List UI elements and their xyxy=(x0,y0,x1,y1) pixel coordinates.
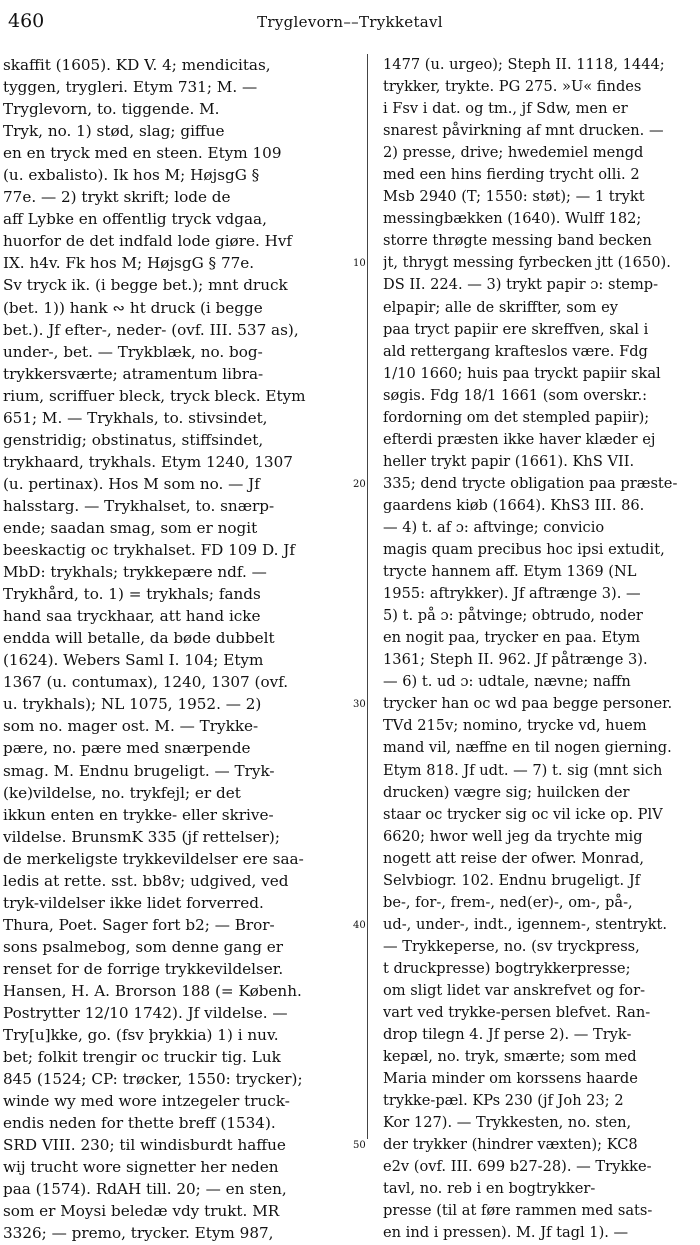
text-line: Kor 127). — Trykkesten, no. sten, xyxy=(383,1114,632,1132)
line-number: 40 xyxy=(353,919,366,931)
text-line: en nogit paa, trycker en paa. Etym xyxy=(383,629,641,647)
text-line: paa (1574). RdAH till. 20; — en sten, xyxy=(3,1180,287,1199)
text-line: e2v (ovf. III. 699 b27-28). — Trykke- xyxy=(383,1158,652,1176)
text-line: mand vil, næffne en til nogen gierning. xyxy=(383,739,672,757)
text-line: winde wy med wore intzegeler truck- xyxy=(3,1092,290,1111)
text-line: — 6) t. ud ɔ: udtale, nævne; naffn xyxy=(383,673,631,691)
text-line: trycker han oc wd paa begge personer. xyxy=(383,695,673,713)
running-title: Tryglevorn––Trykketavl xyxy=(257,13,443,31)
text-line: (u. exbalisto). Ik hos M; HøjsgG § xyxy=(3,166,260,185)
text-line: rium, scriffuer bleck, tryck bleck. Etym xyxy=(3,386,306,405)
text-line: Try[u]kke, go. (fsv þrykkia) 1) i nuv. xyxy=(3,1026,279,1045)
text-line: (ke)vildelse, no. trykfejl; er det xyxy=(3,783,241,802)
text-line: genstridig; obstinatus, stiffsindet, xyxy=(3,430,264,449)
text-line: tyggen, trygleri. Etym 731; M. — xyxy=(3,78,258,97)
text-line: presse (til at føre rammen med sats- xyxy=(383,1202,653,1220)
text-line: Trykhård, to. 1) = trykhals; fands xyxy=(3,585,261,604)
text-line: trykke-pæl. KPs 230 (jf Joh 23; 2 xyxy=(383,1092,624,1110)
text-line: beeskactig oc trykhalset. FD 109 D. Jf xyxy=(3,541,295,560)
text-line: vart ved trykke-persen blefvet. Ran- xyxy=(383,1004,651,1022)
line-number: 50 xyxy=(353,1140,366,1152)
text-line: t druckpresse) bogtrykkerpresse; xyxy=(383,959,631,977)
text-line: TVd 215v; nomino, trycke vd, huem xyxy=(383,717,647,735)
text-line: ledis at rette. sst. bb8v; udgived, ved xyxy=(3,871,289,890)
text-line: (u. pertinax). Hos M som no. — Jf xyxy=(3,474,260,493)
text-line: halsstarg. — Trykhalset, to. snærp- xyxy=(3,496,275,515)
text-line: Thura, Poet. Sager fort b2; — Bror- xyxy=(3,915,275,934)
text-line: som no. mager ost. M. — Trykke- xyxy=(3,717,259,736)
text-line: 1361; Steph II. 962. Jf påtrænge 3). xyxy=(383,651,648,669)
text-line: ende; saadan smag, som er nogit xyxy=(3,518,258,537)
text-line: staar oc trycker sig oc vil icke op. PlV xyxy=(383,805,663,823)
text-line: 1955: aftrykker). Jf aftrænge 3). — xyxy=(383,585,641,603)
text-line: DS II. 224. — 3) trykt papir ɔ: stemp- xyxy=(383,276,659,294)
text-line: trykkersværte; atramentum libra- xyxy=(3,364,264,383)
text-line: 3326; — premo, trycker. Etym 987, xyxy=(3,1224,274,1243)
text-line: u. trykhals); NL 1075, 1952. — 2) xyxy=(3,695,262,714)
text-line: ikkun enten en trykke- eller skrive- xyxy=(3,805,274,824)
text-line: paa tryct papiir ere skreffven, skal i xyxy=(383,320,649,338)
text-line: Postrytter 12/10 1742). Jf vildelse. — xyxy=(3,1004,288,1023)
text-line: tavl, no. reb i en bogtrykker- xyxy=(383,1180,596,1198)
text-line: — 4) t. af ɔ: aftvinge; convicio xyxy=(383,518,605,536)
text-line: 1367 (u. contumax), 1240, 1307 (ovf. xyxy=(3,673,289,692)
text-line: Sv tryck ik. (i begge bet.); mnt druck xyxy=(3,276,288,295)
text-line: der trykker (hindrer væxten); KC8 xyxy=(383,1136,638,1154)
text-line: endis neden for thette breff (1534). xyxy=(3,1114,276,1133)
text-line: tryk-vildelser ikke lidet forverred. xyxy=(3,893,264,912)
text-line: med een hins fierding trycht olli. 2 xyxy=(383,166,640,184)
text-line: renset for de forrige trykkevildelser. xyxy=(3,959,284,978)
left-column xyxy=(3,54,343,1245)
text-line: MbD: trykhals; trykkepære ndf. — xyxy=(3,563,267,582)
text-line: endda will betalle, da bøde dubbelt xyxy=(3,629,275,648)
text-line: elpapir; alle de skriffter, som ey xyxy=(383,298,618,316)
text-line: hand saa tryckhaar, att hand icke xyxy=(3,607,261,626)
line-number: 20 xyxy=(353,478,366,490)
text-line: en en tryck med en steen. Etym 109 xyxy=(3,144,282,163)
line-number: 30 xyxy=(353,699,366,711)
text-line: Etym 818. Jf udt. — 7) t. sig (mnt sich xyxy=(383,761,663,779)
text-line: trykhaard, trykhals. Etym 1240, 1307 xyxy=(3,452,293,471)
text-line: smag. M. Endnu brugeligt. — Tryk- xyxy=(3,761,275,780)
text-line: be-, for-, frem-, ned(er)-, om-, på-, xyxy=(383,893,633,911)
text-line: SRD VIII. 230; til windisburdt haffue xyxy=(3,1136,286,1155)
text-line: storre thrøgte messing band becken xyxy=(383,232,652,250)
text-line: som er Moysi beledæ vdy trukt. MR xyxy=(3,1202,280,1221)
text-line: IX. h4v. Fk hos M; HøjsgG § 77e. xyxy=(3,254,255,273)
text-line: aff Lybke en offentlig tryck vdgaa, xyxy=(3,210,267,229)
text-line: trykker, trykte. PG 275. »U« findes xyxy=(383,78,642,96)
text-line: under-, bet. — Trykblæk, no. bog- xyxy=(3,342,263,361)
text-line: snarest påvirkning af mnt drucken. — xyxy=(383,122,664,140)
text-line: bet; folkit trengir oc truckir tig. Luk xyxy=(3,1048,281,1067)
text-line: søgis. Fdg 18/1 1661 (som overskr.: xyxy=(383,386,648,404)
text-line: Tryk, no. 1) stød, slag; giffue xyxy=(3,122,225,141)
text-line: fordorning om det stempled papiir); xyxy=(383,408,650,426)
text-line: Hansen, H. A. Brorson 188 (= Københ. xyxy=(3,981,302,1000)
text-line: 77e. — 2) trykt skrift; lode de xyxy=(3,188,231,207)
text-line: de merkeligste trykkevildelser ere saa- xyxy=(3,849,304,868)
text-line: huorfor de det indfald lode giøre. Hvf xyxy=(3,232,293,251)
text-line: trycte hannem aff. Etym 1369 (NL xyxy=(383,563,637,581)
text-line: 651; M. — Trykhals, to. stivsindet, xyxy=(3,408,268,427)
text-line: 2) presse, drive; hwedemiel mengd xyxy=(383,144,644,162)
page-header xyxy=(8,4,692,34)
text-line: ud-, under-, indt., igennem-, stentrykt. xyxy=(383,915,668,933)
text-line: 6620; hwor well jeg da trychte mig xyxy=(383,827,643,845)
text-line: 1/10 1660; huis paa tryckt papiir skal xyxy=(383,364,661,382)
text-line: vildelse. BrunsmK 335 (jf rettelser); xyxy=(3,827,280,846)
text-line: Msb 2940 (T; 1550: støt); — 1 trykt xyxy=(383,188,645,206)
text-line: om sligt lidet var anskrefvet og for- xyxy=(383,981,646,999)
text-line: drop tilegn 4. Jf perse 2). — Tryk- xyxy=(383,1026,632,1044)
text-line: (1624). Webers Saml I. 104; Etym xyxy=(3,651,264,670)
text-line: i Fsv i dat. og tm., jf Sdw, men er xyxy=(383,100,628,118)
text-line: drucken) vægre sig; huilcken der xyxy=(383,783,630,801)
text-line: 845 (1524; CP: trøcker, 1550: trycker); xyxy=(3,1070,303,1089)
text-line: magis quam precibus hoc ipsi extudit, xyxy=(383,541,665,559)
text-line: gaardens kiøb (1664). KhS3 III. 86. xyxy=(383,496,645,514)
text-line: nogett att reise der ofwer. Monrad, xyxy=(383,849,644,867)
text-line: en ind i pressen). M. Jf tagl 1). — xyxy=(383,1224,629,1242)
text-line: bet.). Jf efter-, neder- (ovf. III. 537 as), xyxy=(3,320,299,339)
text-line: skaffit (1605). KD V. 4; mendicitas, xyxy=(3,56,271,74)
page-number: 460 xyxy=(8,10,45,32)
line-number: 10 xyxy=(353,258,366,270)
text-line: Selvbiogr. 102. Endnu brugeligt. Jf xyxy=(383,871,641,889)
text-line: jt, thrygt messing fyrbecken jtt (1650). xyxy=(383,254,671,272)
text-line: kepæl, no. tryk, smærte; som med xyxy=(383,1048,637,1066)
text-line: pære, no. pære med snærpende xyxy=(3,739,251,758)
text-line: heller trykt papir (1661). KhS VII. xyxy=(383,452,635,470)
text-line: 5) t. på ɔ: påtvinge; obtrudo, noder xyxy=(383,607,643,625)
text-line: Maria minder om korssens haarde xyxy=(383,1070,638,1088)
text-line: (bet. 1)) hank ∾ ht druck (i begge xyxy=(3,298,263,317)
text-line: 335; dend trycte obligation paa præste- xyxy=(383,474,678,492)
column-divider xyxy=(367,54,368,1139)
text-line: — Trykkeperse, no. (sv tryckpress, xyxy=(383,937,640,955)
text-line: messingbækken (1640). Wulff 182; xyxy=(383,210,642,228)
text-line: Tryglevorn, to. tiggende. M. xyxy=(3,100,220,119)
text-line: wij trucht wore signetter her neden xyxy=(3,1158,279,1177)
text-line: sons psalmebog, som denne gang er xyxy=(3,937,284,956)
text-line: ald rettergang krafteslos være. Fdg xyxy=(383,342,648,360)
text-line: 1477 (u. urgeo); Steph II. 1118, 1444; xyxy=(383,56,665,73)
text-line: efterdi præsten ikke haver klæder ej xyxy=(383,430,656,448)
right-column xyxy=(383,54,695,1245)
